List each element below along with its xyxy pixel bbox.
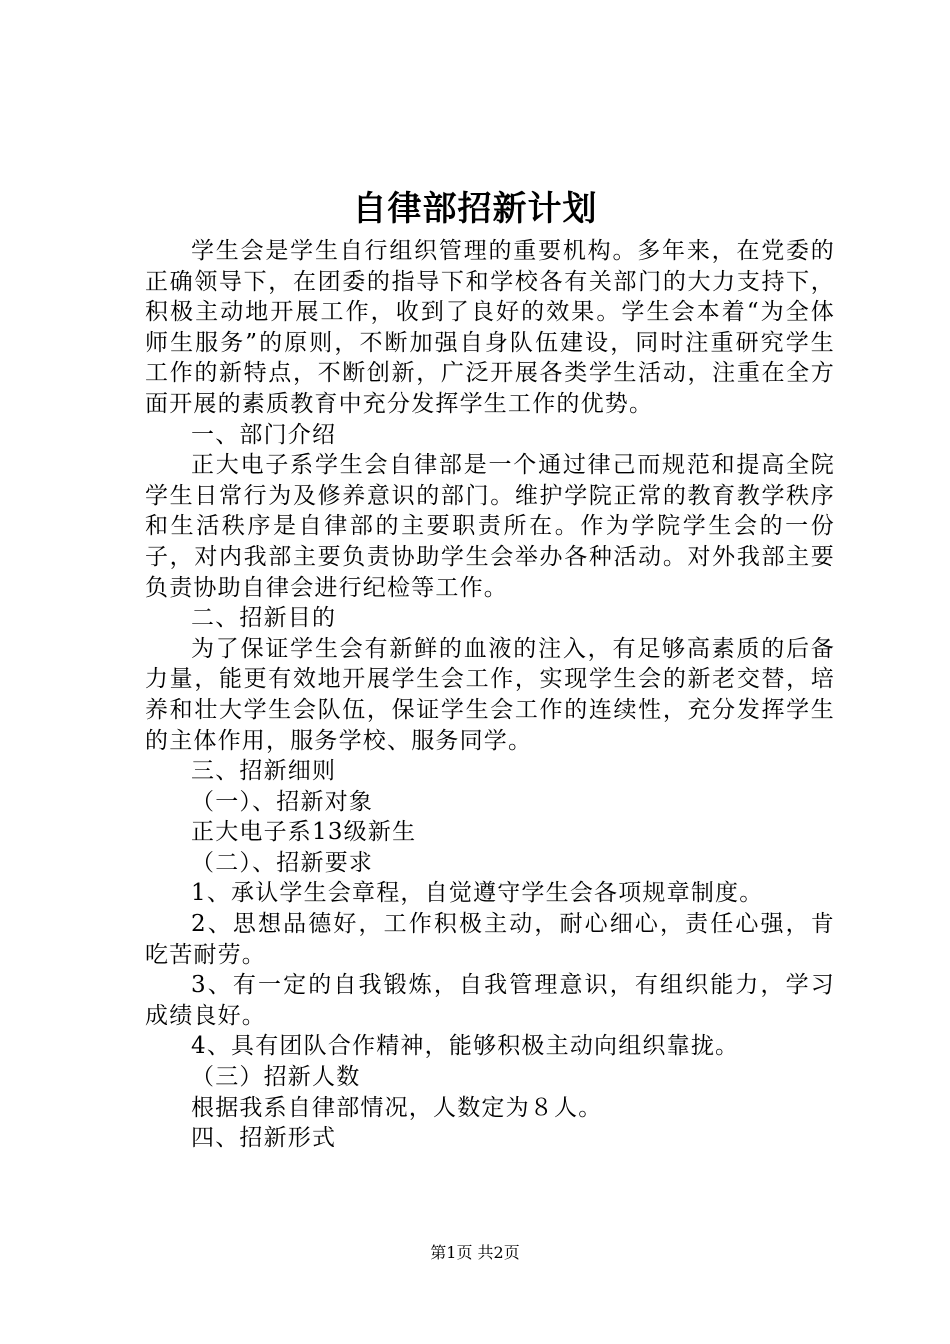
paragraph: 二、招新目的 <box>191 605 337 632</box>
document-title: 自律部招新计划 <box>352 189 598 229</box>
paragraph: 一、部门介绍 <box>191 421 337 448</box>
paragraph: 四、招新形式 <box>191 1125 337 1152</box>
paragraph: 三、招新细则 <box>191 758 337 785</box>
page-footer: 第1页 共2页 <box>430 1243 520 1262</box>
paragraph: （二）、招新要求 <box>191 849 374 876</box>
paragraph: 3、有一定的自我锻炼，自我管理意识，有组织能力，学习成绩良好。 <box>145 972 835 1029</box>
paragraph: 正大电子系13级新生 <box>191 819 417 846</box>
paragraph: （一）、招新对象 <box>191 788 374 815</box>
paragraph: 4、具有团队合作精神，能够积极主动向组织靠拢。 <box>191 1033 740 1060</box>
paragraph: 根据我系自律部情况，人数定为８人。 <box>191 1094 603 1121</box>
document-body <box>145 236 835 1154</box>
paragraph: 1、承认学生会章程，自觉遵守学生会各项规章制度。 <box>191 880 764 907</box>
paragraph: 为了保证学生会有新鲜的血液的注入，有足够高素质的后备力量，能更有效地开展学生会工作，实现学生会的新老交替，培养和壮大学生会队伍，保证学生会工作的连续性，充分发挥学生的主体作用，服务学校、服务同学。 <box>145 635 835 754</box>
paragraph: （三）招新人数 <box>191 1064 361 1091</box>
paragraph: 学生会是学生自行组织管理的重要机构。多年来，在党委的正确领导下，在团委的指导下和学校各有关部门的大力支持下，积极主动地开展工作，收到了良好的效果。学生会本着“为全体师生服务”的原则，不断加强自身队伍建设，同时注重研究学生工作的新特点，不断创新，广泛开展各类学生活动，注重在全方面开展的素质教育中充分发挥学生工作的优势。 <box>145 238 835 417</box>
paragraph: 2、思想品德好，工作积极主动，耐心细心，责任心强，肯吃苦耐劳。 <box>145 911 835 968</box>
paragraph: 正大电子系学生会自律部是一个通过律己而规范和提高全院学生日常行为及修养意识的部门。维护学院正常的教育教学秩序和生活秩序是自律部的主要职责所在。作为学院学生会的一份子，对内我部主要负责协助学生会举办各种活动。对外我部主要负责协助自律会进行纪检等工作。 <box>145 452 835 601</box>
